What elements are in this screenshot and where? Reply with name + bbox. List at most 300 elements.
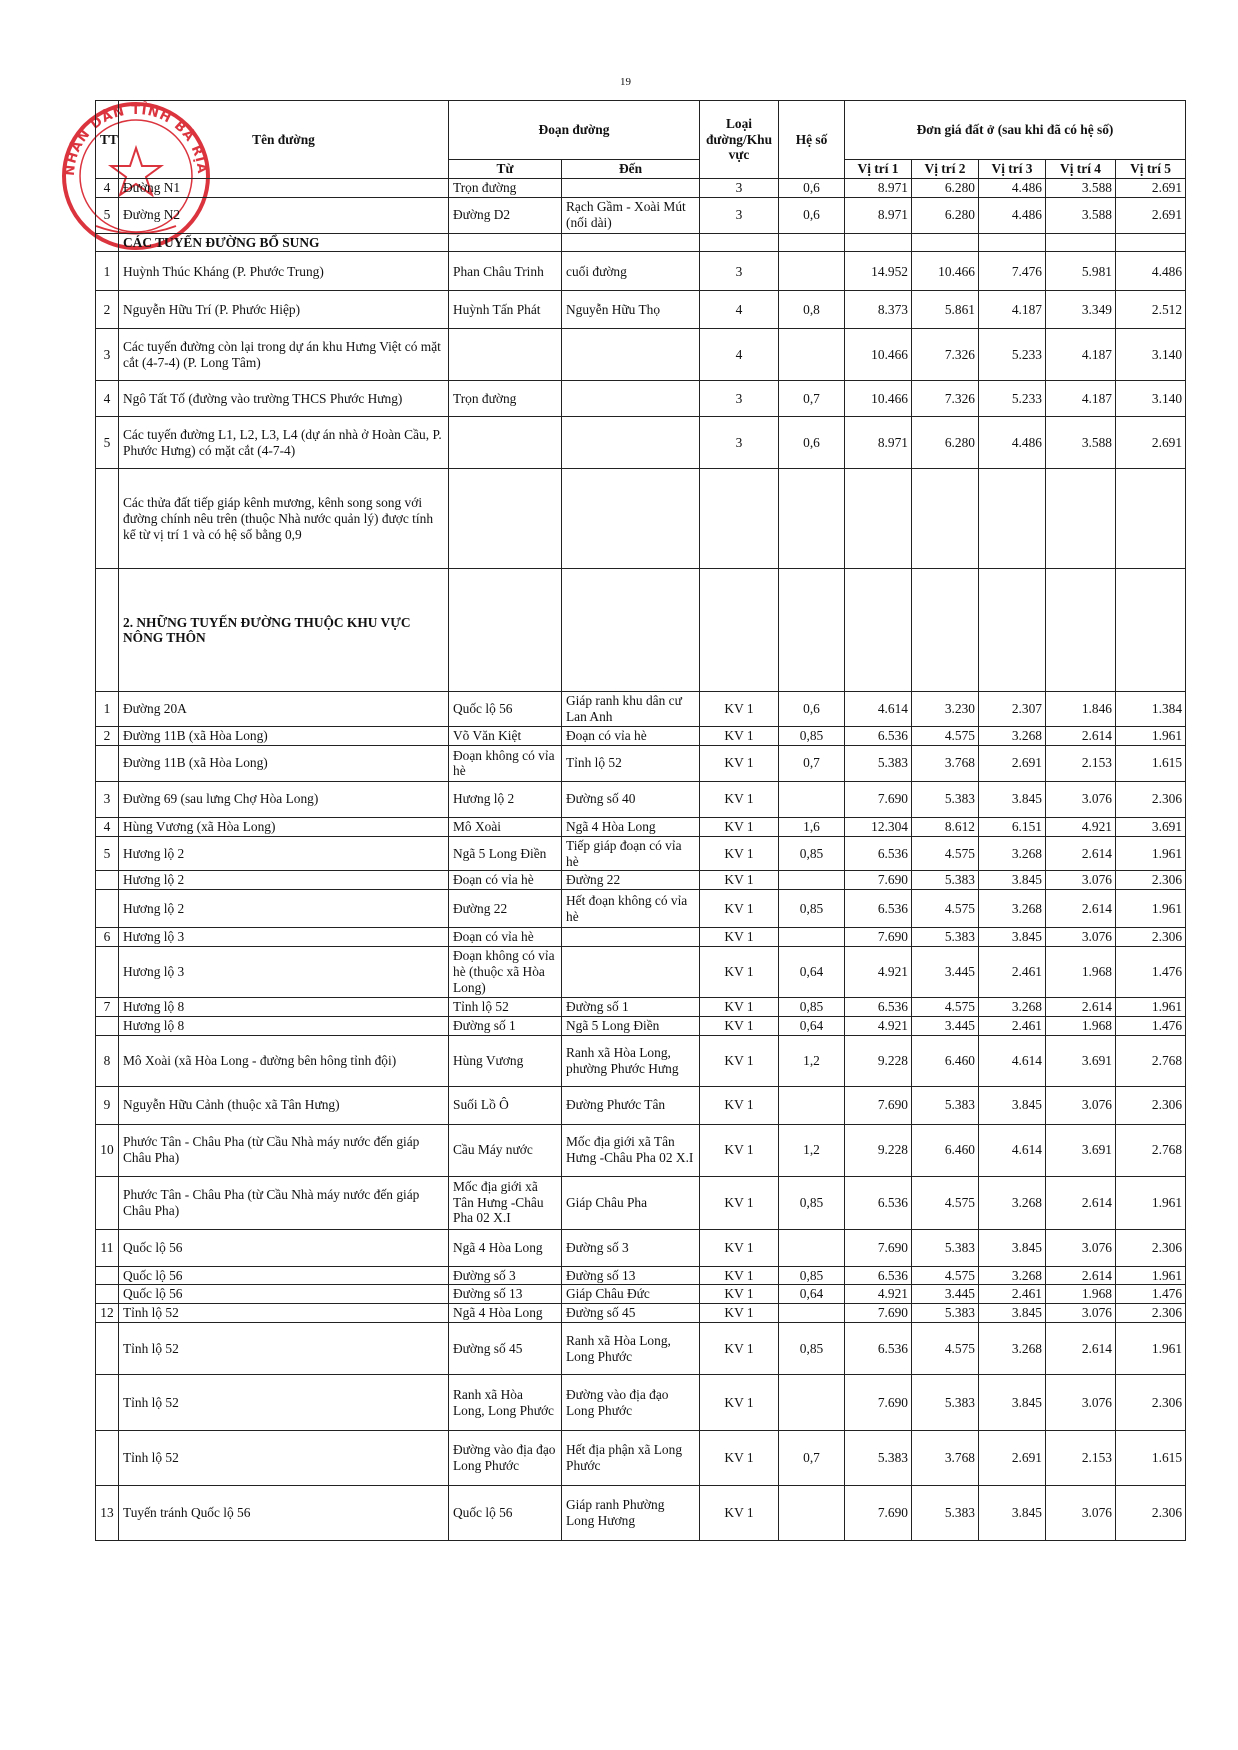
cell-vi-tri-5: 1.961	[1116, 1266, 1186, 1285]
cell-loai: 3	[700, 197, 779, 233]
cell-den: Đoạn có vỉa hè	[562, 727, 700, 746]
land-price-table-wrapper	[95, 100, 1185, 1541]
cell-vi-tri-1: 6.536	[845, 727, 912, 746]
cell-tu: Đường 22	[449, 890, 562, 928]
cell-tu: Ngã 4 Hòa Long	[449, 1304, 562, 1323]
cell-ten-duong: Tỉnh lộ 52	[119, 1431, 449, 1486]
cell-empty	[779, 233, 845, 252]
cell-den: Tỉnh lộ 52	[562, 745, 700, 781]
cell-vi-tri-1: 6.536	[845, 890, 912, 928]
cell-ten-duong: Các thửa đất tiếp giáp kênh mương, kênh song song với đường chính nêu trên (thuộc Nhà nước quản lý) được tính kể từ vị trí 1 và có hệ số bằng 0,9	[119, 469, 449, 569]
cell-loai: KV 1	[700, 836, 779, 871]
cell-den: Giáp Châu Pha	[562, 1176, 700, 1229]
cell-vi-tri-2: 3.445	[912, 946, 979, 997]
cell-tu: Suối Lồ Ô	[449, 1086, 562, 1124]
cell-vi-tri-4: 3.588	[1046, 178, 1116, 197]
cell-tu	[449, 469, 562, 569]
cell-loai: KV 1	[700, 1086, 779, 1124]
cell-vi-tri-3: 6.151	[979, 817, 1046, 836]
cell-loai: 4	[700, 291, 779, 329]
cell-vi-tri-2: 4.575	[912, 1176, 979, 1229]
header-den: Đến	[562, 160, 700, 179]
cell-he-so: 0,6	[779, 417, 845, 469]
cell-den: Mốc địa giới xã Tân Hưng -Châu Pha 02 X.I	[562, 1124, 700, 1176]
cell-vi-tri-5: 1.961	[1116, 1323, 1186, 1375]
cell-vi-tri-3: 5.233	[979, 381, 1046, 417]
cell-ten-duong: Đường 69 (sau lưng Chợ Hòa Long)	[119, 781, 449, 817]
cell-he-so	[779, 1486, 845, 1541]
cell-tu: Ranh xã Hòa Long, Long Phước	[449, 1375, 562, 1431]
cell-vi-tri-5: 3.140	[1116, 381, 1186, 417]
cell-vi-tri-2: 5.383	[912, 928, 979, 947]
cell-tt	[96, 1266, 119, 1285]
cell-vi-tri-2	[912, 469, 979, 569]
cell-vi-tri-4: 3.076	[1046, 871, 1116, 890]
table-row	[96, 178, 1186, 197]
cell-vi-tri-1: 6.536	[845, 1266, 912, 1285]
cell-he-so: 0,85	[779, 836, 845, 871]
cell-den: Đường vào địa đạo Long Phước	[562, 1375, 700, 1431]
cell-tt: 10	[96, 1124, 119, 1176]
cell-vi-tri-3: 2.461	[979, 946, 1046, 997]
cell-ten-duong: Tỉnh lộ 52	[119, 1304, 449, 1323]
cell-vi-tri-1: 7.690	[845, 928, 912, 947]
cell-den: Đường số 40	[562, 781, 700, 817]
cell-tt	[96, 1431, 119, 1486]
header-vi-tri-5: Vị trí 5	[1116, 160, 1186, 179]
header-tu: Từ	[449, 160, 562, 179]
cell-vi-tri-2: 6.460	[912, 1124, 979, 1176]
cell-vi-tri-1: 8.971	[845, 417, 912, 469]
cell-tt: 5	[96, 417, 119, 469]
cell-vi-tri-4: 2.614	[1046, 997, 1116, 1016]
cell-vi-tri-2: 3.230	[912, 692, 979, 727]
header-vi-tri-2: Vị trí 2	[912, 160, 979, 179]
cell-vi-tri-4: 4.921	[1046, 817, 1116, 836]
cell-loai: KV 1	[700, 1486, 779, 1541]
cell-vi-tri-4: 3.076	[1046, 1486, 1116, 1541]
cell-vi-tri-4: 1.968	[1046, 1016, 1116, 1035]
cell-ten-duong: Quốc lộ 56	[119, 1266, 449, 1285]
cell-den	[562, 417, 700, 469]
cell-vi-tri-4: 3.076	[1046, 1229, 1116, 1266]
cell-vi-tri-2: 7.326	[912, 329, 979, 381]
cell-he-so: 0,7	[779, 745, 845, 781]
cell-vi-tri-4: 3.691	[1046, 1035, 1116, 1086]
cell-ten-duong: Hùng Vương (xã Hòa Long)	[119, 817, 449, 836]
cell-den: Hết địa phận xã Long Phước	[562, 1431, 700, 1486]
cell-tu: Võ Văn Kiệt	[449, 727, 562, 746]
cell-vi-tri-1: 8.971	[845, 197, 912, 233]
cell-vi-tri-4: 3.076	[1046, 928, 1116, 947]
cell-vi-tri-5: 1.615	[1116, 745, 1186, 781]
cell-tu: Mốc địa giới xã Tân Hưng -Châu Pha 02 X.I	[449, 1176, 562, 1229]
cell-ten-duong: Đường 20A	[119, 692, 449, 727]
cell-vi-tri-4: 4.187	[1046, 329, 1116, 381]
cell-vi-tri-2: 7.326	[912, 381, 979, 417]
cell-vi-tri-1: 4.921	[845, 1285, 912, 1304]
cell-vi-tri-2: 5.383	[912, 1375, 979, 1431]
cell-tu: Đoạn có vỉa hè	[449, 928, 562, 947]
cell-he-so	[779, 1229, 845, 1266]
cell-empty	[449, 569, 562, 692]
cell-tu: Hùng Vương	[449, 1035, 562, 1086]
cell-vi-tri-5: 1.384	[1116, 692, 1186, 727]
header-don-gia: Đơn giá đất ở (sau khi đã có hệ số)	[845, 101, 1186, 160]
cell-den: Đường Phước Tân	[562, 1086, 700, 1124]
cell-loai: KV 1	[700, 1016, 779, 1035]
table-row	[96, 291, 1186, 329]
cell-vi-tri-3: 4.486	[979, 178, 1046, 197]
cell-loai: 4	[700, 329, 779, 381]
cell-tt	[96, 1323, 119, 1375]
page-number: 19	[620, 76, 631, 88]
cell-vi-tri-3: 3.845	[979, 1486, 1046, 1541]
cell-tu: Quốc lộ 56	[449, 692, 562, 727]
cell-empty	[1116, 569, 1186, 692]
cell-vi-tri-3: 5.233	[979, 329, 1046, 381]
cell-vi-tri-2: 4.575	[912, 890, 979, 928]
cell-den: Giáp ranh khu dân cư Lan Anh	[562, 692, 700, 727]
cell-den	[562, 329, 700, 381]
cell-vi-tri-2: 6.280	[912, 197, 979, 233]
table-row	[96, 197, 1186, 233]
table-row	[96, 329, 1186, 381]
table-row	[96, 381, 1186, 417]
cell-loai: KV 1	[700, 1266, 779, 1285]
cell-he-so: 0,85	[779, 1323, 845, 1375]
cell-vi-tri-1: 7.690	[845, 1304, 912, 1323]
cell-empty	[1046, 569, 1116, 692]
cell-vi-tri-5: 1.615	[1116, 1431, 1186, 1486]
cell-tt	[96, 569, 119, 692]
cell-tu: Ngã 4 Hòa Long	[449, 1229, 562, 1266]
cell-empty	[979, 569, 1046, 692]
cell-vi-tri-3: 4.486	[979, 197, 1046, 233]
cell-vi-tri-5: 1.961	[1116, 836, 1186, 871]
cell-vi-tri-3: 2.461	[979, 1016, 1046, 1035]
cell-tt	[96, 871, 119, 890]
cell-loai: KV 1	[700, 1285, 779, 1304]
cell-tt: 11	[96, 1229, 119, 1266]
cell-ten-duong: Các tuyến đường L1, L2, L3, L4 (dự án nhà ở Hoàn Cầu, P. Phước Hưng) có mặt cắt (4-7-4)	[119, 417, 449, 469]
cell-den: Ngã 5 Long Điền	[562, 1016, 700, 1035]
cell-vi-tri-2: 4.575	[912, 1323, 979, 1375]
table-row	[96, 1285, 1186, 1304]
table-row	[96, 727, 1186, 746]
table-row	[96, 836, 1186, 871]
header-tt: TT	[96, 101, 119, 179]
cell-vi-tri-2: 6.280	[912, 417, 979, 469]
cell-tt: 7	[96, 997, 119, 1016]
cell-loai: KV 1	[700, 1229, 779, 1266]
cell-tt: 8	[96, 1035, 119, 1086]
header-row-1	[96, 101, 1186, 160]
cell-ten-duong: Huỳnh Thúc Kháng (P. Phước Trung)	[119, 252, 449, 291]
cell-loai: KV 1	[700, 1431, 779, 1486]
cell-vi-tri-3: 3.845	[979, 1086, 1046, 1124]
table-row	[96, 817, 1186, 836]
cell-he-so: 0,64	[779, 1016, 845, 1035]
section-row	[96, 569, 1186, 692]
cell-vi-tri-5: 2.768	[1116, 1035, 1186, 1086]
cell-ten-duong: Tuyến tránh Quốc lộ 56	[119, 1486, 449, 1541]
table-row	[96, 997, 1186, 1016]
cell-loai: KV 1	[700, 1035, 779, 1086]
cell-vi-tri-1: 8.373	[845, 291, 912, 329]
cell-vi-tri-4: 3.076	[1046, 1086, 1116, 1124]
cell-ten-duong: Tỉnh lộ 52	[119, 1375, 449, 1431]
cell-tu: Đoạn không có vỉa hè (thuộc xã Hòa Long)	[449, 946, 562, 997]
cell-vi-tri-4: 3.349	[1046, 291, 1116, 329]
cell-vi-tri-4: 2.614	[1046, 1176, 1116, 1229]
cell-tt: 5	[96, 197, 119, 233]
cell-den	[562, 381, 700, 417]
cell-vi-tri-4: 2.614	[1046, 890, 1116, 928]
cell-vi-tri-5: 2.306	[1116, 1375, 1186, 1431]
cell-he-so: 1,2	[779, 1124, 845, 1176]
cell-tt: 4	[96, 817, 119, 836]
cell-loai: 3	[700, 252, 779, 291]
cell-den: Giáp ranh Phường Long Hương	[562, 1486, 700, 1541]
cell-vi-tri-5: 1.961	[1116, 997, 1186, 1016]
cell-vi-tri-1: 5.383	[845, 745, 912, 781]
cell-tu: Trọn đường	[449, 178, 562, 197]
svg-text:NHÂN DÂN TỈNH BÀ RỊA: NHÂN DÂN TỈNH BÀ RỊA	[62, 102, 210, 177]
cell-den	[562, 469, 700, 569]
cell-tu: Hương lộ 2	[449, 781, 562, 817]
cell-den: Đường 22	[562, 871, 700, 890]
cell-tu: Đường số 1	[449, 1016, 562, 1035]
cell-den: Giáp Châu Đức	[562, 1285, 700, 1304]
table-row	[96, 1086, 1186, 1124]
cell-loai: KV 1	[700, 1176, 779, 1229]
cell-tu: Đoạn có vỉa hè	[449, 871, 562, 890]
header-doan-duong: Đoạn đường	[449, 101, 700, 160]
cell-vi-tri-2: 5.861	[912, 291, 979, 329]
cell-empty	[779, 569, 845, 692]
cell-he-so	[779, 928, 845, 947]
cell-tu	[449, 417, 562, 469]
cell-ten-duong: Đường N1	[119, 178, 449, 197]
header-loai: Loại đường/Khu vực	[700, 101, 779, 179]
cell-vi-tri-3: 3.845	[979, 1304, 1046, 1323]
cell-tt: 3	[96, 781, 119, 817]
cell-vi-tri-5: 2.691	[1116, 417, 1186, 469]
cell-vi-tri-5: 2.512	[1116, 291, 1186, 329]
cell-vi-tri-4: 1.846	[1046, 692, 1116, 727]
cell-vi-tri-5: 1.961	[1116, 1176, 1186, 1229]
cell-vi-tri-1: 7.690	[845, 781, 912, 817]
cell-vi-tri-5: 2.768	[1116, 1124, 1186, 1176]
cell-ten-duong: Phước Tân - Châu Pha (từ Cầu Nhà máy nước đến giáp Châu Pha)	[119, 1124, 449, 1176]
cell-tu: Đường D2	[449, 197, 562, 233]
cell-vi-tri-3: 3.268	[979, 836, 1046, 871]
cell-den: Ranh xã Hòa Long, Long Phước	[562, 1323, 700, 1375]
cell-loai: KV 1	[700, 727, 779, 746]
table-row	[96, 1016, 1186, 1035]
cell-vi-tri-2: 5.383	[912, 781, 979, 817]
cell-vi-tri-1: 6.536	[845, 1176, 912, 1229]
header-he-so: Hệ số	[779, 101, 845, 179]
cell-tt: 13	[96, 1486, 119, 1541]
cell-vi-tri-2: 6.280	[912, 178, 979, 197]
cell-vi-tri-1: 6.536	[845, 997, 912, 1016]
cell-vi-tri-4: 2.614	[1046, 1266, 1116, 1285]
cell-loai: KV 1	[700, 871, 779, 890]
cell-ten-duong: Phước Tân - Châu Pha (từ Cầu Nhà máy nước đến giáp Châu Pha)	[119, 1176, 449, 1229]
cell-loai: KV 1	[700, 1124, 779, 1176]
cell-ten-duong: Hương lộ 3	[119, 928, 449, 947]
cell-vi-tri-4: 3.076	[1046, 1375, 1116, 1431]
cell-vi-tri-4: 3.588	[1046, 197, 1116, 233]
cell-ten-duong: Đường N2	[119, 197, 449, 233]
cell-vi-tri-3: 3.845	[979, 928, 1046, 947]
cell-tt	[96, 1016, 119, 1035]
table-row	[96, 692, 1186, 727]
table-row	[96, 1323, 1186, 1375]
table-row	[96, 1176, 1186, 1229]
cell-den: Rạch Gầm - Xoài Mút (nối dài)	[562, 197, 700, 233]
cell-ten-duong: Hương lộ 2	[119, 836, 449, 871]
cell-tu: Đường số 13	[449, 1285, 562, 1304]
cell-vi-tri-5: 1.961	[1116, 727, 1186, 746]
table-row	[96, 890, 1186, 928]
cell-vi-tri-5: 1.961	[1116, 890, 1186, 928]
section-title: CÁC TUYẾN ĐƯỜNG BỔ SUNG	[119, 233, 449, 252]
cell-tu: Cầu Máy nước	[449, 1124, 562, 1176]
cell-vi-tri-1: 12.304	[845, 817, 912, 836]
cell-tt: 1	[96, 692, 119, 727]
cell-vi-tri-2: 3.768	[912, 1431, 979, 1486]
cell-he-so: 0,64	[779, 1285, 845, 1304]
cell-tt	[96, 1375, 119, 1431]
cell-ten-duong: Hương lộ 2	[119, 890, 449, 928]
cell-den: Ranh xã Hòa Long, phường Phước Hưng	[562, 1035, 700, 1086]
cell-loai: KV 1	[700, 946, 779, 997]
cell-he-so: 0,7	[779, 1431, 845, 1486]
cell-he-so: 0,85	[779, 727, 845, 746]
cell-vi-tri-1: 4.921	[845, 1016, 912, 1035]
cell-empty	[1116, 233, 1186, 252]
cell-loai	[700, 469, 779, 569]
cell-ten-duong: Quốc lộ 56	[119, 1229, 449, 1266]
table-row	[96, 745, 1186, 781]
cell-vi-tri-3: 3.845	[979, 871, 1046, 890]
cell-empty	[562, 569, 700, 692]
table-row	[96, 1304, 1186, 1323]
cell-vi-tri-4: 4.187	[1046, 381, 1116, 417]
cell-tu	[449, 329, 562, 381]
cell-empty	[845, 569, 912, 692]
cell-tu: Mô Xoài	[449, 817, 562, 836]
section-row	[96, 233, 1186, 252]
cell-tt	[96, 946, 119, 997]
cell-ten-duong: Hương lộ 8	[119, 997, 449, 1016]
cell-loai: KV 1	[700, 1323, 779, 1375]
cell-vi-tri-4: 5.981	[1046, 252, 1116, 291]
cell-empty	[449, 233, 562, 252]
cell-vi-tri-2: 3.768	[912, 745, 979, 781]
cell-den	[562, 946, 700, 997]
table-row	[96, 1035, 1186, 1086]
cell-tt: 4	[96, 381, 119, 417]
cell-vi-tri-4: 3.691	[1046, 1124, 1116, 1176]
cell-vi-tri-4: 1.968	[1046, 946, 1116, 997]
cell-vi-tri-5: 3.691	[1116, 817, 1186, 836]
cell-vi-tri-1: 7.690	[845, 1486, 912, 1541]
cell-loai: 3	[700, 178, 779, 197]
header-vi-tri-1: Vị trí 1	[845, 160, 912, 179]
cell-vi-tri-1: 10.466	[845, 329, 912, 381]
table-row	[96, 1229, 1186, 1266]
cell-ten-duong: Quốc lộ 56	[119, 1285, 449, 1304]
cell-tt: 9	[96, 1086, 119, 1124]
table-row	[96, 871, 1186, 890]
cell-loai: KV 1	[700, 781, 779, 817]
cell-tt	[96, 1176, 119, 1229]
cell-he-so: 0,85	[779, 1266, 845, 1285]
cell-den: Tiếp giáp đoạn có vỉa hè	[562, 836, 700, 871]
cell-vi-tri-1: 9.228	[845, 1124, 912, 1176]
cell-vi-tri-4: 2.614	[1046, 727, 1116, 746]
cell-vi-tri-3: 3.845	[979, 1375, 1046, 1431]
cell-tt: 3	[96, 329, 119, 381]
cell-tt: 6	[96, 928, 119, 947]
cell-empty	[912, 569, 979, 692]
table-row	[96, 946, 1186, 997]
cell-vi-tri-3: 3.268	[979, 1266, 1046, 1285]
table-row	[96, 781, 1186, 817]
cell-ten-duong: Nguyễn Hữu Trí (P. Phước Hiệp)	[119, 291, 449, 329]
cell-vi-tri-1: 10.466	[845, 381, 912, 417]
cell-tt	[96, 745, 119, 781]
cell-he-so: 1,2	[779, 1035, 845, 1086]
cell-empty	[979, 233, 1046, 252]
cell-ten-duong: Tỉnh lộ 52	[119, 1323, 449, 1375]
table-row	[96, 1486, 1186, 1541]
cell-empty	[700, 569, 779, 692]
cell-loai: KV 1	[700, 692, 779, 727]
cell-he-so	[779, 1375, 845, 1431]
cell-vi-tri-3: 3.268	[979, 1323, 1046, 1375]
cell-vi-tri-4: 1.968	[1046, 1285, 1116, 1304]
table-row	[96, 252, 1186, 291]
cell-tt	[96, 890, 119, 928]
cell-vi-tri-2: 5.383	[912, 871, 979, 890]
cell-den: Đường số 45	[562, 1304, 700, 1323]
cell-vi-tri-5: 2.306	[1116, 1304, 1186, 1323]
cell-vi-tri-4: 2.153	[1046, 745, 1116, 781]
cell-loai: KV 1	[700, 1375, 779, 1431]
cell-tt: 12	[96, 1304, 119, 1323]
cell-vi-tri-4	[1046, 469, 1116, 569]
cell-vi-tri-2: 4.575	[912, 727, 979, 746]
cell-vi-tri-3: 4.614	[979, 1124, 1046, 1176]
cell-vi-tri-2: 3.445	[912, 1016, 979, 1035]
cell-den: Hết đoạn không có vỉa hè	[562, 890, 700, 928]
cell-tu: Quốc lộ 56	[449, 1486, 562, 1541]
cell-vi-tri-3: 3.268	[979, 727, 1046, 746]
cell-vi-tri-1: 6.536	[845, 1323, 912, 1375]
cell-vi-tri-1	[845, 469, 912, 569]
cell-vi-tri-1: 7.690	[845, 1229, 912, 1266]
cell-vi-tri-1: 4.921	[845, 946, 912, 997]
table-row	[96, 1266, 1186, 1285]
cell-ten-duong: Các tuyến đường còn lại trong dự án khu Hưng Việt có mặt cắt (4-7-4) (P. Long Tâm)	[119, 329, 449, 381]
cell-vi-tri-2: 6.460	[912, 1035, 979, 1086]
land-price-table	[95, 100, 1186, 1541]
